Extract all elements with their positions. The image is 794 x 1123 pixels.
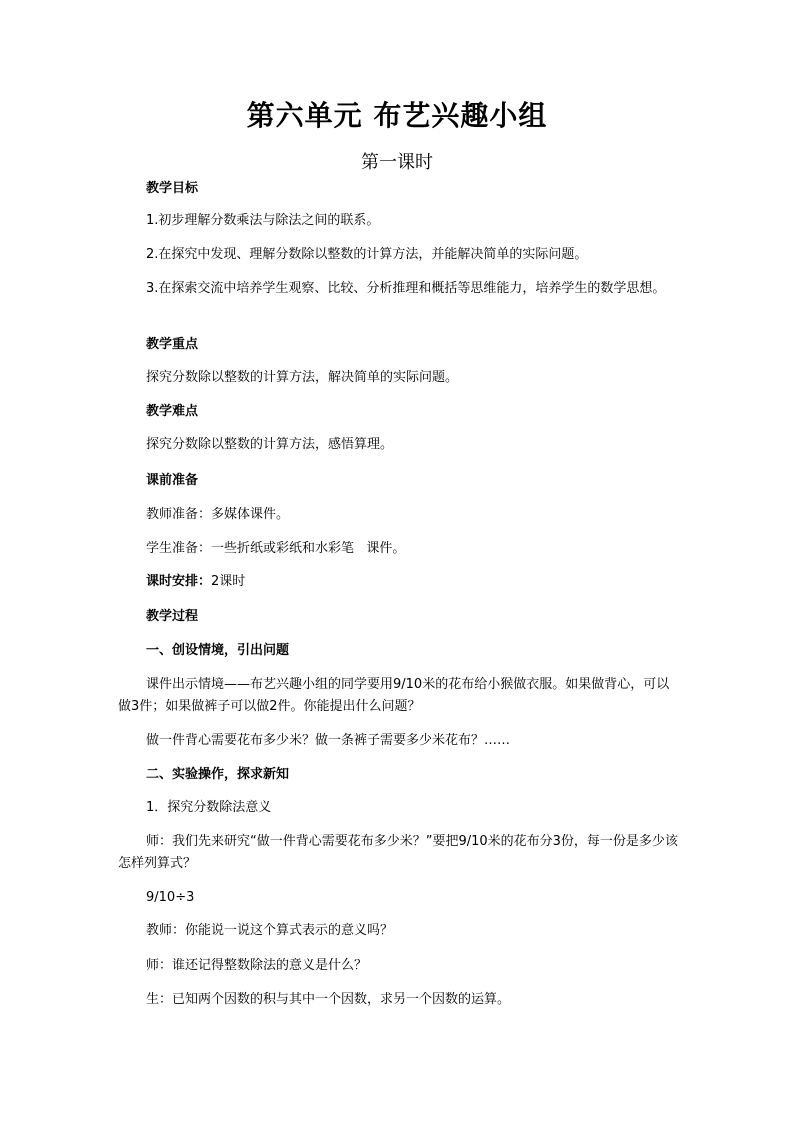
schedule-value: 2课时 (211, 574, 246, 589)
part1-text: 课件出示情境——布艺兴趣小组的同学要用9/10米的花布给小猴做衣服。如果做背心，可以做3件；如果做裤子可以做2件。你能提出什么问题？ (118, 677, 670, 714)
difficulty-text: 探究分数除以整数的计算方法，感悟算理。 (146, 437, 394, 452)
part2-item1: 1．探究分数除法意义 (146, 800, 272, 815)
schedule-line (146, 571, 680, 593)
objective-1: 1.初步理解分数乘法与除法之间的联系。 (146, 213, 380, 228)
part2-formula: 9/10÷3 (146, 890, 195, 905)
key-heading: 教学重点 (146, 337, 199, 352)
part2-teacher2: 教师：你能说一说这个算式表示的意义吗？ (146, 923, 394, 938)
process-heading: 教学过程 (146, 609, 199, 624)
prep-student: 学生准备：一些折纸或彩纸和水彩笔 课件。 (146, 541, 406, 556)
objective-3: 3.在探索交流中培养学生观察、比较、分析推理和概括等思维能力，培养学生的数学思想。 (146, 281, 666, 296)
objectives-heading: 教学目标 (146, 181, 199, 196)
key-text: 探究分数除以整数的计算方法，解决简单的实际问题。 (146, 370, 459, 385)
page-title: 第六单元 布艺兴趣小组 (246, 99, 548, 132)
part1-heading: 一、创设情境，引出问题 (146, 643, 290, 658)
part1-questions: 做一件背心需要花布多少米？做一条裤子需要多少米花布？…… (146, 733, 511, 748)
part2-teacher3: 师：谁还记得整数除法的意义是什么？ (146, 958, 368, 973)
page-subtitle: 第一课时 (361, 152, 433, 173)
difficulty-heading: 教学难点 (146, 404, 199, 419)
objective-2: 2.在探究中发现、理解分数除以整数的计算方法，并能解决简单的实际问题。 (146, 247, 588, 262)
part2-heading: 二、实验操作，探求新知 (146, 767, 290, 782)
prep-heading: 课前准备 (146, 473, 199, 488)
part2-teacher1: 师：我们先来研究“做一件背心需要花布多少米？”要把9/10米的花布分3份，每一份是多少该怎样列算式？ (118, 834, 678, 871)
schedule-label: 课时安排： (146, 574, 212, 589)
prep-teacher: 教师准备：多媒体课件。 (146, 507, 290, 522)
part2-student: 生：已知两个因数的积与其中一个因数，求另一个因数的运算。 (146, 992, 511, 1007)
